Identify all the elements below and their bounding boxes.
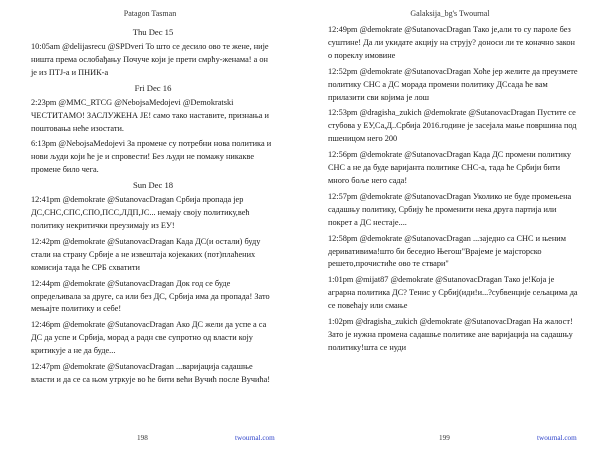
left-running-head: Patagon Tasman: [123, 9, 177, 18]
tweet-entry: 12:42pm @demokrate @SutanovacDragan Када ДС(и остали) буду стали на страну Србије а не извештаја којекаких (пот)плаћених комисија тада ће СРБ схватити: [31, 236, 261, 272]
tweet-entry: 12:52pm @demokrate @SutanovacDragan Хоће јер желите да преузмете политику СНС а ДС морада промени политику ДСсада ће вам прилазити сви којима је лош: [328, 66, 578, 102]
tweet-entry: 12:56pm @demokrate @SutanovacDragan Када ДС промени политику СНС а не да буде варијанта политике СНС-а, тада ће Србији бити много боље него сада!: [328, 150, 572, 185]
tweet-entry: 12:47pm @demokrate @SutanovacDragan ...варијација садашње власти и да се са њом утркује во ће бити већи Вучић после Вучића!: [31, 362, 271, 384]
tweet-entry: 1:01pm @mijat87 @demokrate @SutanovacDragan Тако је!Која је аграрна политика ДС? Тенис у Србиј(иди!и...?субвенције сељацима да се повећају или смање: [328, 275, 578, 311]
tweet-entry: 6:13pm @NebojsaMedojevi За промене су потребни нова политика и нови људи који ће је и спровести! Без људи не помажу никакве промене било чега.: [31, 139, 272, 175]
tweet-entry: 12:49pm @demokrate @SutanovacDragan Тако је,али то су пароле без суштине! Да ли укидате акцију на струју? доноси ли те коначно закон о пореклу имовине: [328, 25, 575, 60]
left-page-number: 198: [137, 434, 148, 442]
tweet-entry: 12:53pm @dragisha_zukich @demokrate @SutanovacDragan Пустите се стубова у ЕУ,Са,Д..Србија 2016.године је засејала мање површина под пшеницом него 200: [328, 108, 577, 144]
date-heading: Thu Dec 15: [132, 27, 174, 37]
right-page-content: [328, 24, 578, 358]
right-page: [300, 0, 600, 450]
tweet-entry: 12:57pm @demokrate @SutanovacDragan Уколико не буде промењена садашњу политику, Србију ће променити нека друга партија или покрет а ДС нестаје....: [328, 191, 572, 227]
date-heading: Sun Dec 18: [132, 180, 174, 191]
tweet-entry: 10:05am @delijasrecu @SPDveri То што се десило ово те жене, није ништа према ослобађању Почуче који је прети смрћу-женама! а он је из ПТЈ-а и ПНИК-а: [31, 42, 269, 77]
tweet-entry: 12:58pm @demokrate @SutanovacDragan ...заједно са СНС и њеним деривативима!што би беседио Његош"Врајеме је мајсторско решето,прочистиће ово те ствари": [328, 233, 566, 269]
left-footer-link[interactable]: twournal.com: [235, 434, 275, 442]
right-running-head: Galaksija_bg's Twournal: [410, 9, 490, 18]
tweet-entry: 12:41pm @demokrate @SutanovacDragan Србија пропада јер ДС,СНС,СПС,СПО,ПСС,ЛДП,ЈС... немају своју политику,већ политику некритички преузимају из ЕУ!: [31, 195, 250, 230]
tweet-entry: 12:44pm @demokrate @SutanovacDragan Док год се буде опредељивала за друге, са или без ДС, Србија има да пропада! Зато мењајте политику и себе!: [31, 278, 270, 314]
date-heading: Fri Dec 16: [134, 82, 172, 93]
right-page-number: 199: [439, 434, 450, 442]
left-page-content: [31, 24, 275, 390]
tweet-entry: 12:46pm @demokrate @SutanovacDragan Ако ДС жели да успе а са ДС да успе и Србија, морад а радн све супротно од власти коју критикује а не да буде...: [31, 320, 267, 356]
tweet-entry: 2:23pm @MMC_RTCG @NebojsaMedojevi @Demokratski ЧЕСТИТАМО! ЗАСЛУЖЕНА ЈЕ! само тако наставите, признања и поштовања неће изостати.: [31, 97, 270, 133]
tweet-entry: 1:02pm @dragisha_zukich @demokrate @SutanovacDragan На жалост!Зато је нужна промена садашње политике ане варијација на садашњу политику!шта се нуди: [328, 317, 573, 352]
right-footer-link[interactable]: twournal.com: [537, 434, 577, 442]
